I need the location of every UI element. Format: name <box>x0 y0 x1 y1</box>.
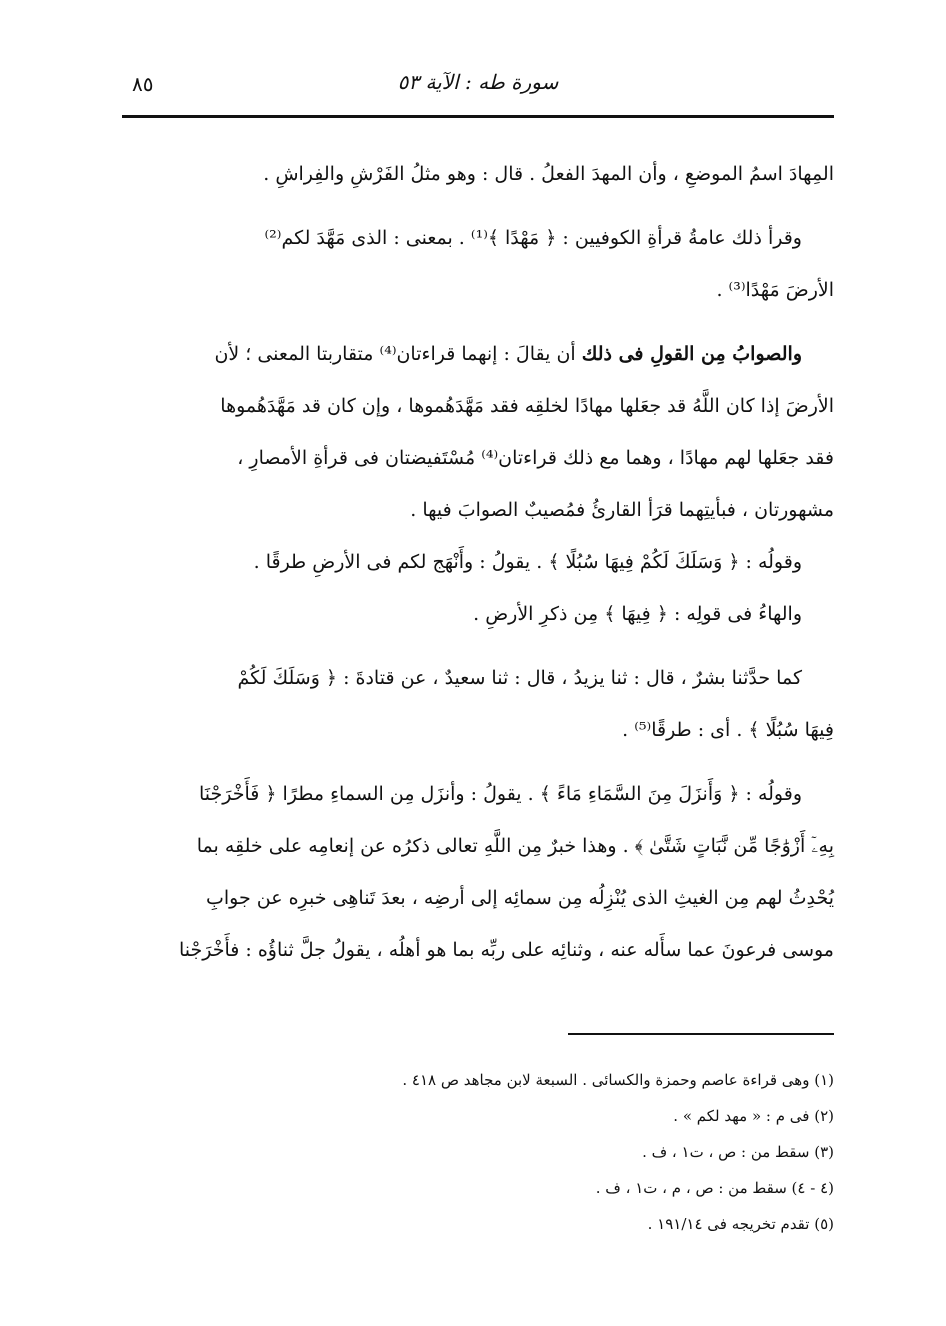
bold-lead: والصوابُ مِن القولِ فى ذلك <box>581 343 802 365</box>
text-line: فِيهَا سُبُلًا ﴾ . أى : طرقًا⁽⁵⁾ . <box>622 719 834 741</box>
text-line: مشهورتان ، فبأيتِهما قرَأ القارئُ فمُصيبٌ الصوابَ فيها . <box>410 499 834 521</box>
footnote-5: (٥) تقدم تخريجه فى ١٩١/١٤ . <box>647 1215 834 1233</box>
text-line: والهاءُ فى قولِه : ﴿ فِيهَا ﴾ مِن ذكرِ الأرضِ . <box>473 603 802 625</box>
footnote-4: (٤ - ٤) سقط من : ص ، م ، ت١ ، ف . <box>595 1179 834 1197</box>
page-number: ٨٥ <box>132 72 154 96</box>
footnotes <box>122 1062 834 1242</box>
paragraph-5 <box>122 588 834 640</box>
footnote-1: (١) وهى قراءة عاصم وحمزة والكسائى . السبعة لابن مجاهد ص ٤١٨ . <box>402 1071 834 1089</box>
footnote-rule <box>568 1033 834 1035</box>
page-header <box>122 58 834 98</box>
text-line: وقولُه : ﴿ وَأَنزَلَ مِنَ السَّمَاءِ مَاءً ﴾ . يقولُ : وأنزَل مِن السماءِ مطرًا ﴿ فَأَخْرَجْنَا <box>198 783 802 805</box>
header-rule <box>122 115 834 118</box>
text-line: الأرضَ مَهْدًا⁽³⁾ . <box>716 279 834 301</box>
paragraph-2 <box>122 212 834 316</box>
running-title: سورة طه : الآية ٥٣ <box>397 70 559 94</box>
text-line: فقد جعَلها لهم مهادًا ، وهما مع ذلك قراءتان⁽⁴⁾ مُسْتَفيضتان فى قرأةِ الأمصارِ ، <box>237 447 834 469</box>
text-line: المِهادَ اسمُ الموضعِ ، وأن المهدَ الفعلُ . قال : وهو مثلُ الفَرْشِ والفِراشِ . <box>263 163 834 185</box>
paragraph-6 <box>122 652 834 756</box>
text-line: موسى فرعونَ عما سأَله عنه ، وثنائِه على ربِّه بما هو أهلُه ، يقولُ جلَّ ثناؤُه : فأَخْرَجْنا <box>178 939 834 961</box>
footnote-3: (٣) سقط من : ص ، ت١ ، ف . <box>642 1143 834 1161</box>
text-line: الأرضَ إذا كان اللَّهُ قد جعَلها مهادًا لخلقِه فقد مَهَّدَهُموها ، وإن كان قد مَهَّدَهُموها <box>220 395 834 417</box>
paragraph-4 <box>122 536 834 588</box>
paragraph-3 <box>122 328 834 536</box>
text-line: بِهِۦٓ أَزْوَٰجًا مِّن نَّبَاتٍ شَتَّىٰ ﴾ . وهذا خبرٌ مِن اللَّهِ تعالى ذكرُه عن إنعامِه على خلقِه بما <box>196 835 834 857</box>
text-line: وقولُه : ﴿ وَسَلَكَ لَكُمْ فِيهَا سُبُلًا ﴾ . يقولُ : وأَنْهَج لكم فى الأرضِ طرقًا . <box>253 551 802 573</box>
paragraph-1 <box>122 148 834 200</box>
main-text <box>122 148 834 976</box>
footnote-2: (٢) فى م : « مهد لكم » . <box>673 1107 834 1125</box>
text-line: أن يقالَ : إنهما قراءتان⁽⁴⁾ متقاربتا المعنى ؛ لأن <box>214 343 582 365</box>
paragraph-7 <box>122 768 834 976</box>
text-line: يُحْدِثُ لهم مِن الغيثِ الذى يُنْزِلُه مِن سمائِه إلى أرضِه ، بعدَ تَناهِى خبرِه عن جوابِ <box>205 887 834 909</box>
text-line: كما حدَّثنا بشرٌ ، قال : ثنا يزيدُ ، قال : ثنا سعيدٌ ، عن قتادةَ : ﴿ وَسَلَكَ لَكُمْ <box>237 667 802 689</box>
text-line: وقرأ ذلك عامةُ قرأةِ الكوفيين : ﴿ مَهْدًا ﴾⁽¹⁾ . بمعنى : الذى مَهَّدَ لكم⁽²⁾ <box>264 227 802 249</box>
